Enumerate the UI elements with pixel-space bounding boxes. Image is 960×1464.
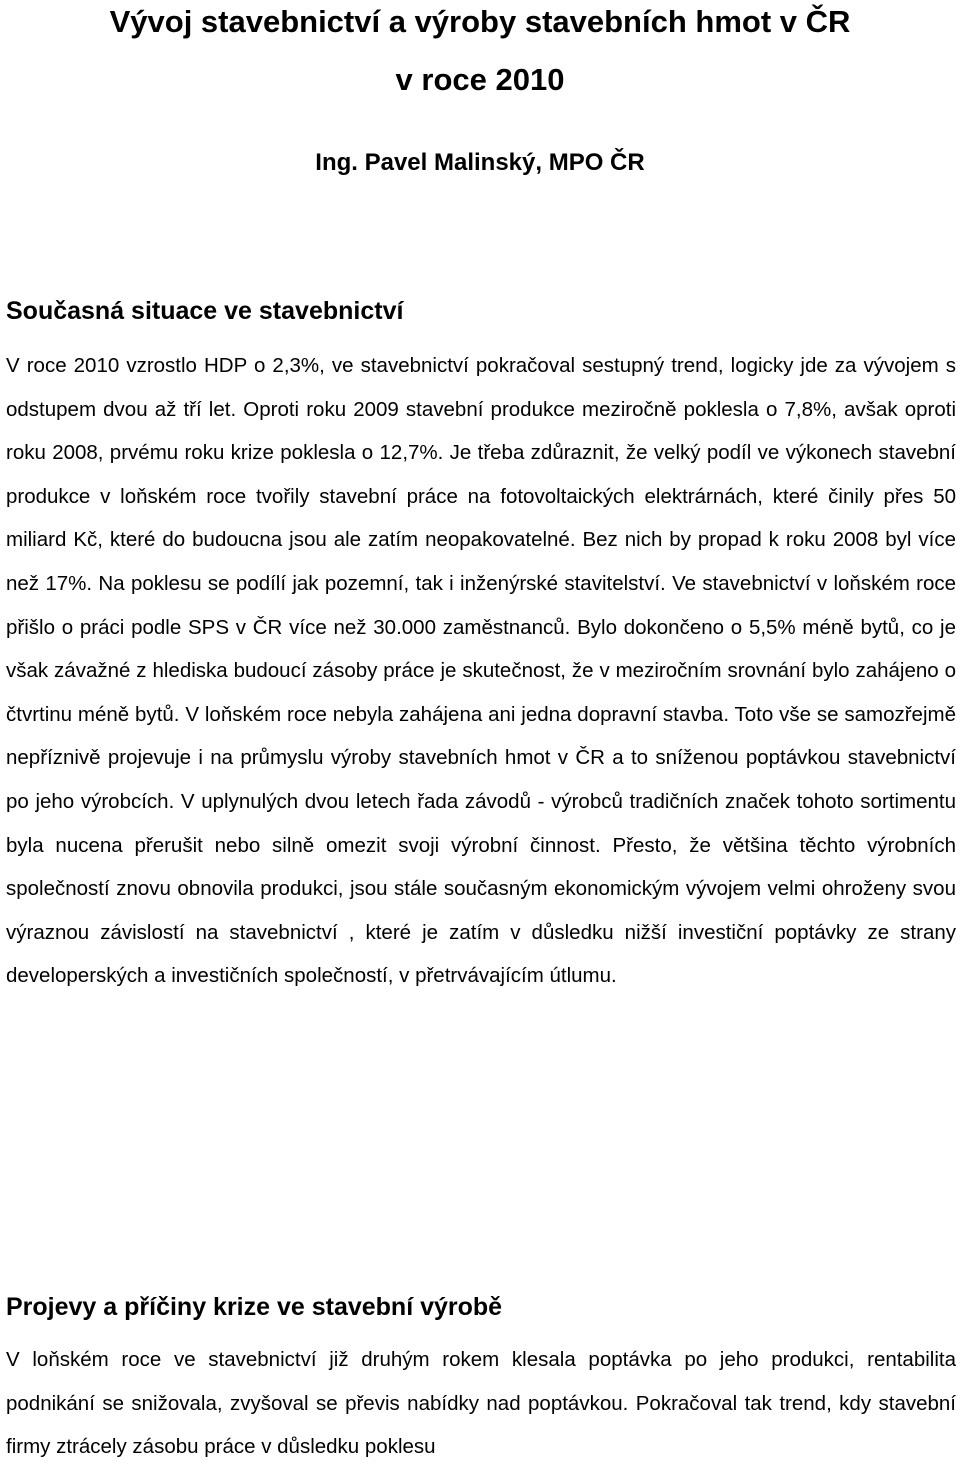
section-heading-current-situation: Současná situace ve stavebnictví xyxy=(6,297,404,325)
document-title-line-1: Vývoj stavebnictví a výroby stavebních hmot v ČR xyxy=(109,4,851,39)
section-heading-crisis-causes: Projevy a příčiny krize ve stavební výrobě xyxy=(6,1293,503,1321)
section-paragraph-crisis-causes: V loňském roce ve stavebnictví již druhým rokem klesala poptávka po jeho produkci, rentabilita podnikání se snižovala, zvyšoval se převis nabídky nad poptávkou. Pokračoval tak trend, kdy stavební firmy ztrácely zásobu práce v důsledku poklesu xyxy=(6,1348,956,1459)
document-author: Ing. Pavel Malinský, MPO ČR xyxy=(315,149,645,176)
document-title-line-2: v roce 2010 xyxy=(395,62,565,97)
section-paragraph-current-situation: V roce 2010 vzrostlo HDP o 2,3%, ve stavebnictví pokračoval sestupný trend, logicky jde za vývojem s odstupem dvou až tří let. Oproti roku 2009 stavební produkce meziročně poklesla o 7,8%, avšak oproti roku 2008, prvému roku krize poklesla o 12,7%. Je třeba zdůraznit, že velký podíl ve výkonech stavební produkce v loňském roce tvořily stavební práce na fotovoltaických elektrárnách, které činily přes 50 miliard Kč, které do budoucna jsou ale zatím neopakovatelné. Bez nich by propad k roku 2008 byl více než 17%. Na poklesu se podílí jak pozemní, tak i inženýrské stavitelství. Ve stavebnictví v loňském roce přišlo o práci podle SPS v ČR více než 30.000 zaměstnanců. Bylo dokončeno o 5,5% méně bytů, co je však závažné z hlediska budoucí zásoby práce je skutečnost, že v meziročním srovnání bylo zahájeno o čtvrtinu méně bytů. V loňském roce nebyla zahájena ani jedna dopravní stavba. Toto vše se samozřejmě nepříznivě projevuje i na průmyslu výroby stavebních hmot v ČR a to sníženou poptávkou stavebnictví po jeho výrobcích. V uplynulých dvou letech řada závodů - výrobců tradičních značek tohoto sortimentu byla nucena přerušit nebo silně omezit svoji výrobní činnost. Přesto, že většina těchto výrobních společností znovu obnovila produkci, jsou stále současným ekonomickým vývojem velmi ohroženy svou výraznou závislostí na stavebnictví , které je zatím v důsledku nižší investiční poptávky ze strany developerských a investičních společností, v přetrvávajícím útlumu. xyxy=(6,354,956,988)
